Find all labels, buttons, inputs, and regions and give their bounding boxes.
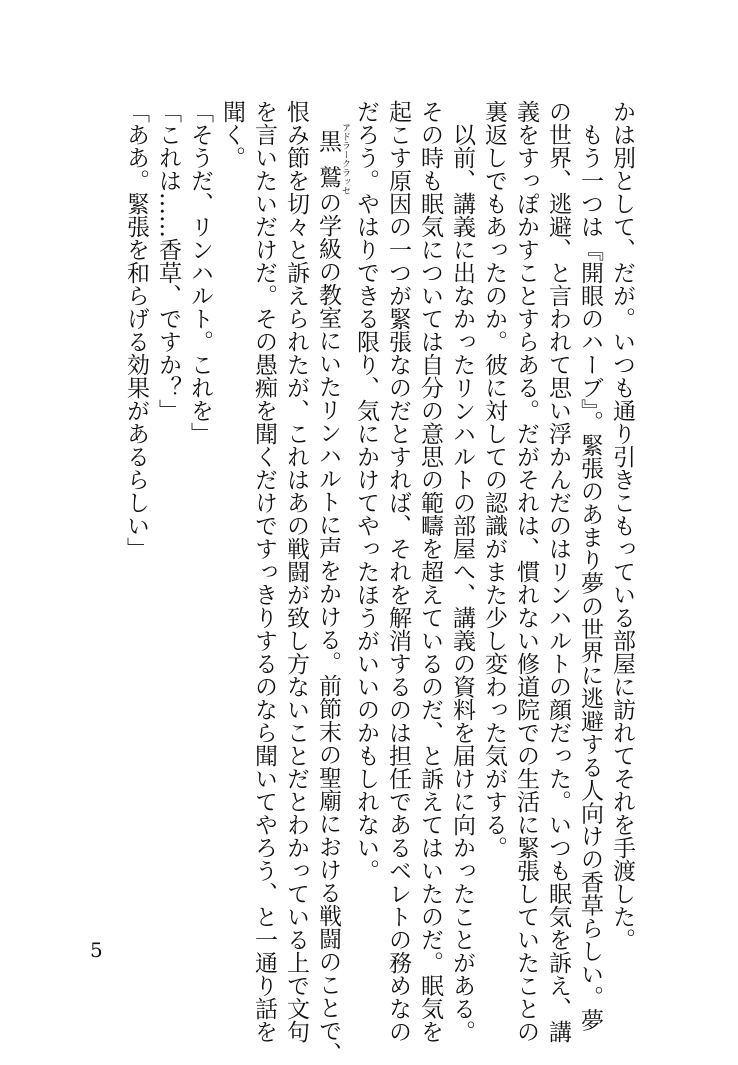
- dialogue-line: 「そうだ、リンハルト。これを」: [187, 100, 213, 445]
- dialogue-line: 「ああ。緊張を和らげる効果があるらしい」: [123, 100, 149, 560]
- text-line: の学級の教室にいたリンハルトに声をかける。前節末の聖廟における戦闘のことで、: [315, 191, 341, 1065]
- ruby-term: [315, 123, 350, 195]
- text-line: 以前、講義に出なかったリンハルトの部屋へ、講義の資料を届けに向かったことがある。: [449, 123, 475, 1043]
- dialogue-line: 「これは……香草、ですか？」: [155, 100, 181, 422]
- text-line: を言いたいだけだ。その愚痴を聞くだけですっきりするのなら聞いてやろう、と一通り話を: [251, 100, 277, 1043]
- text-line: 聞く。: [219, 100, 245, 169]
- text-line: その時も眠気については自分の意思の範疇を超えているのだ、と訴えてはいたのだ。眠気を: [417, 100, 443, 1043]
- ruby-reading: アドラークラッセ: [340, 123, 350, 195]
- text-line: かは別として、だが。いつも通り引きこもっている部屋に訪れてそれを手渡した。: [609, 100, 635, 951]
- text-line: だろう。やはりできる限り、気にかけてやったほうがいいのかもしれない。: [353, 100, 379, 882]
- text-line: 恨み節を切々と訴えられたが、これはあの戦闘が致し方ないことだとわかっている上で文句: [283, 100, 309, 1043]
- ruby-base: 黒鷲: [315, 123, 341, 195]
- text-line: 裏返しでもあったのか。彼に対しての認識がまた少し変わった気がする。: [481, 100, 507, 859]
- page-number: 5: [90, 938, 103, 962]
- text-line: 義をすっぽかすことすらある。だがそれは、慣れない修道院での生活に緊張していたことの: [513, 100, 539, 1043]
- text-line: もう一つは『開眼のハーブ』。緊張のあまり夢の世界に逃避する人向けの香草らしい。夢: [577, 123, 603, 1032]
- text-line: の世界、逃避、と言われて思い浮かんだのはリンハルトの顔だった。いつも眠気を訴え、講: [545, 100, 571, 1043]
- vertical-body-text: [120, 100, 638, 1065]
- text-line: 起こす原因の一つが緊張なのだとすれば、それを解消するのは担任であるベレトの務めなの: [385, 100, 411, 1043]
- text-line-with-ruby: [312, 100, 350, 1065]
